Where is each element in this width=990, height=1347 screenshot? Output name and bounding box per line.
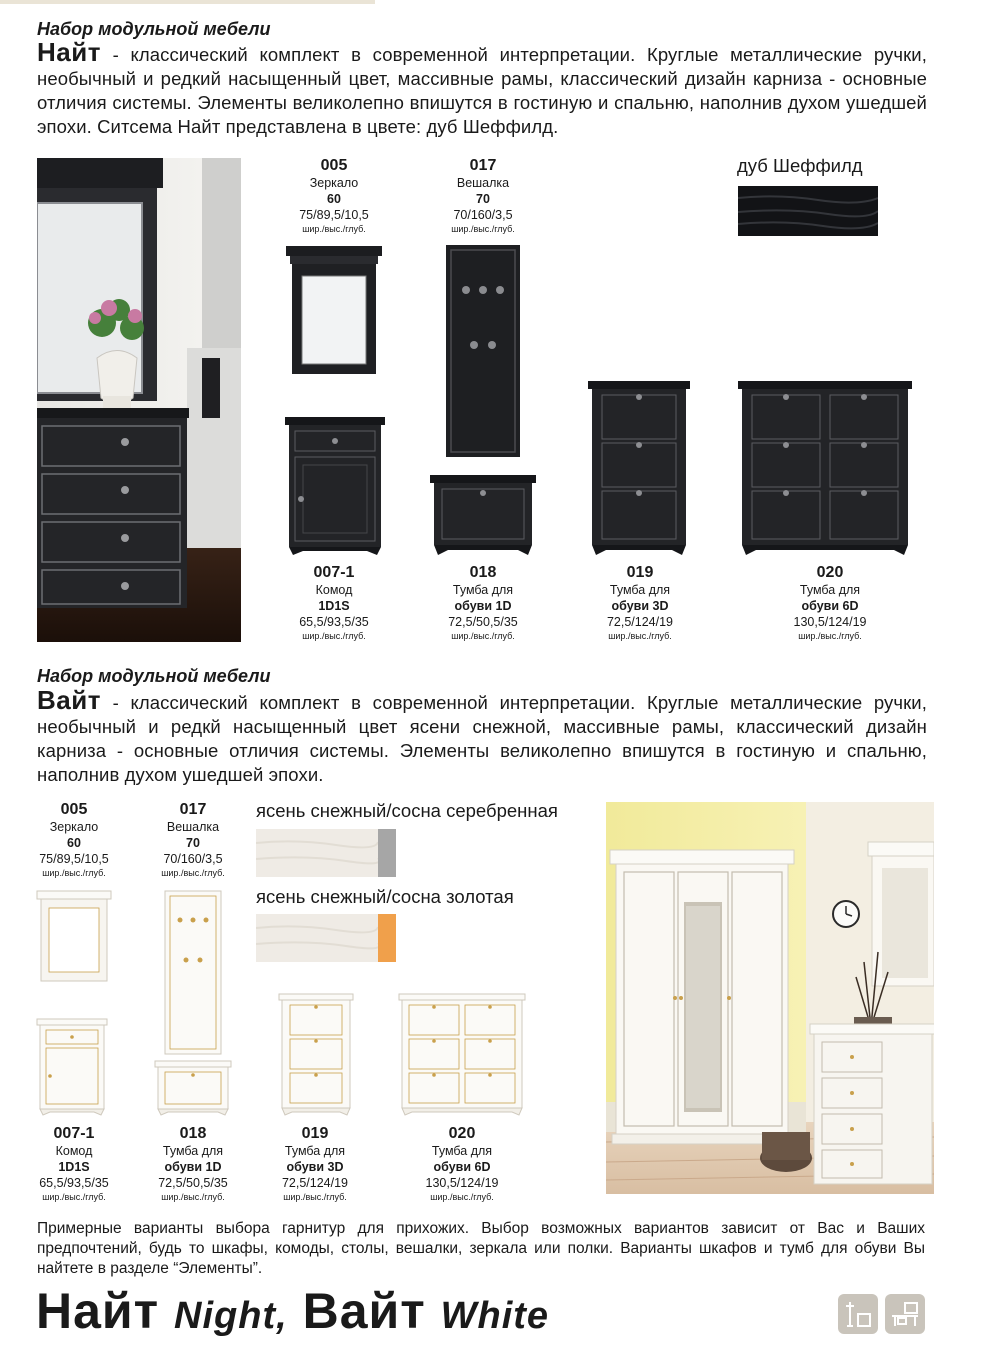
top-decor-line bbox=[0, 0, 375, 4]
white-mirror-image bbox=[36, 890, 112, 982]
night-item-018: 018 Тумба для обуви 1D 72,5/50,5/35 шир./выс./глуб. bbox=[448, 564, 518, 641]
white-swatch-gold bbox=[256, 914, 396, 962]
white-item-019: 019 Тумба для обуви 3D 72,5/124/19 шир./выс./глуб. bbox=[281, 1125, 349, 1202]
night-interior-photo bbox=[37, 158, 241, 642]
night-shoe-cabinet-6d-image bbox=[738, 381, 912, 555]
night-coat-rack-image bbox=[446, 245, 520, 457]
white-item-018: 018 Тумба для обуви 1D 72,5/50,5/35 шир./выс./глуб. bbox=[158, 1125, 228, 1202]
white-item-020: 020 Тумба для обуви 6D 130,5/124/19 шир./выс./глуб. bbox=[425, 1125, 499, 1202]
white-coat-rack-image bbox=[164, 890, 222, 1055]
night-shoe-cabinet-3d-image bbox=[588, 381, 690, 555]
white-description: Вайт - классический комплект в современной интерпретации. Круглые металлические ручки, необычный и редкй насыщенный цвет ясени снежной, массивные рамы, классический дизайн карниза - основные отличия системы. Элементы великолепно впишутся в гостиную и спальню, наполнив духом ушедшей эпохи. bbox=[37, 685, 927, 785]
white-dresser-image bbox=[36, 1018, 108, 1116]
night-item-017: 017 Вешалка 70 70/160/3,5 шир./выс./глуб. bbox=[451, 157, 515, 234]
hallway-icon bbox=[838, 1294, 878, 1334]
night-item-020: 020 Тумба для обуви 6D 130,5/124/19 шир./выс./глуб. bbox=[793, 564, 867, 641]
night-item-019: 019 Тумба для обуви 3D 72,5/124/19 шир./выс./глуб. bbox=[606, 564, 674, 641]
night-brand: Найт bbox=[37, 37, 101, 67]
white-swatch-silver bbox=[256, 829, 396, 877]
white-set-title: Набор модульной мебели bbox=[37, 666, 271, 686]
white-item-005: 005 Зеркало 60 75/89,5/10,5 шир./выс./глуб. bbox=[39, 801, 109, 878]
white-swatch-gold-label: ясень снежный/сосна золотая bbox=[256, 886, 514, 907]
night-item-007-1: 007-1 Комод 1D1S 65,5/93,5/35 шир./выс./глуб. bbox=[299, 564, 369, 641]
night-dresser-image bbox=[285, 417, 385, 555]
catalog-title: Найт Night, Вайт White bbox=[36, 1283, 550, 1339]
night-swatch-label: дуб Шеффилд bbox=[737, 155, 863, 176]
footer-note: Примерные варианты выбора гарнитур для прихожих. Выбор возможных вариантов зависит от Вас и Ваших предпочтений, будь то шкафы, комоды, столы, вешалки, зеркала или полки. Варианты шкафов и тумб для обуви Вы найтете в разделе “Элементы”. bbox=[37, 1220, 925, 1277]
white-shoe-cabinet-3d-image bbox=[278, 993, 354, 1116]
white-brand: Вайт bbox=[37, 685, 101, 715]
white-shoe-cabinet-6d-image bbox=[398, 993, 526, 1116]
night-mirror-image bbox=[284, 246, 384, 376]
white-item-017: 017 Вешалка 70 70/160/3,5 шир./выс./глуб. bbox=[161, 801, 225, 878]
dark-oak-swatch bbox=[738, 186, 878, 236]
desk-icon bbox=[885, 1294, 925, 1334]
white-swatch-silver-label: ясень снежный/сосна серебренная bbox=[256, 800, 558, 821]
night-item-005: 005 Зеркало 60 75/89,5/10,5 шир./выс./глуб. bbox=[299, 157, 369, 234]
night-shoe-cabinet-1d-image bbox=[430, 475, 536, 555]
night-description: Найт - классический комплект в современной интерпретации. Круглые металлические ручки, необычный и редкий насыщенный цвет, массивные рамы, классический дизайн карниза - основные отличия системы. Элементы великолепно впишутся в гостиную и спальню, наполнив духом ушедшей эпохи. Ситсема Найт представлена в цвете: дуб Шеффилд. bbox=[37, 37, 927, 137]
night-set-title: Набор модульной мебели bbox=[37, 19, 271, 39]
white-shoe-cabinet-1d-image bbox=[154, 1060, 232, 1116]
white-item-007-1: 007-1 Комод 1D1S 65,5/93,5/35 шир./выс./глуб. bbox=[39, 1125, 109, 1202]
white-interior-photo bbox=[606, 802, 934, 1194]
